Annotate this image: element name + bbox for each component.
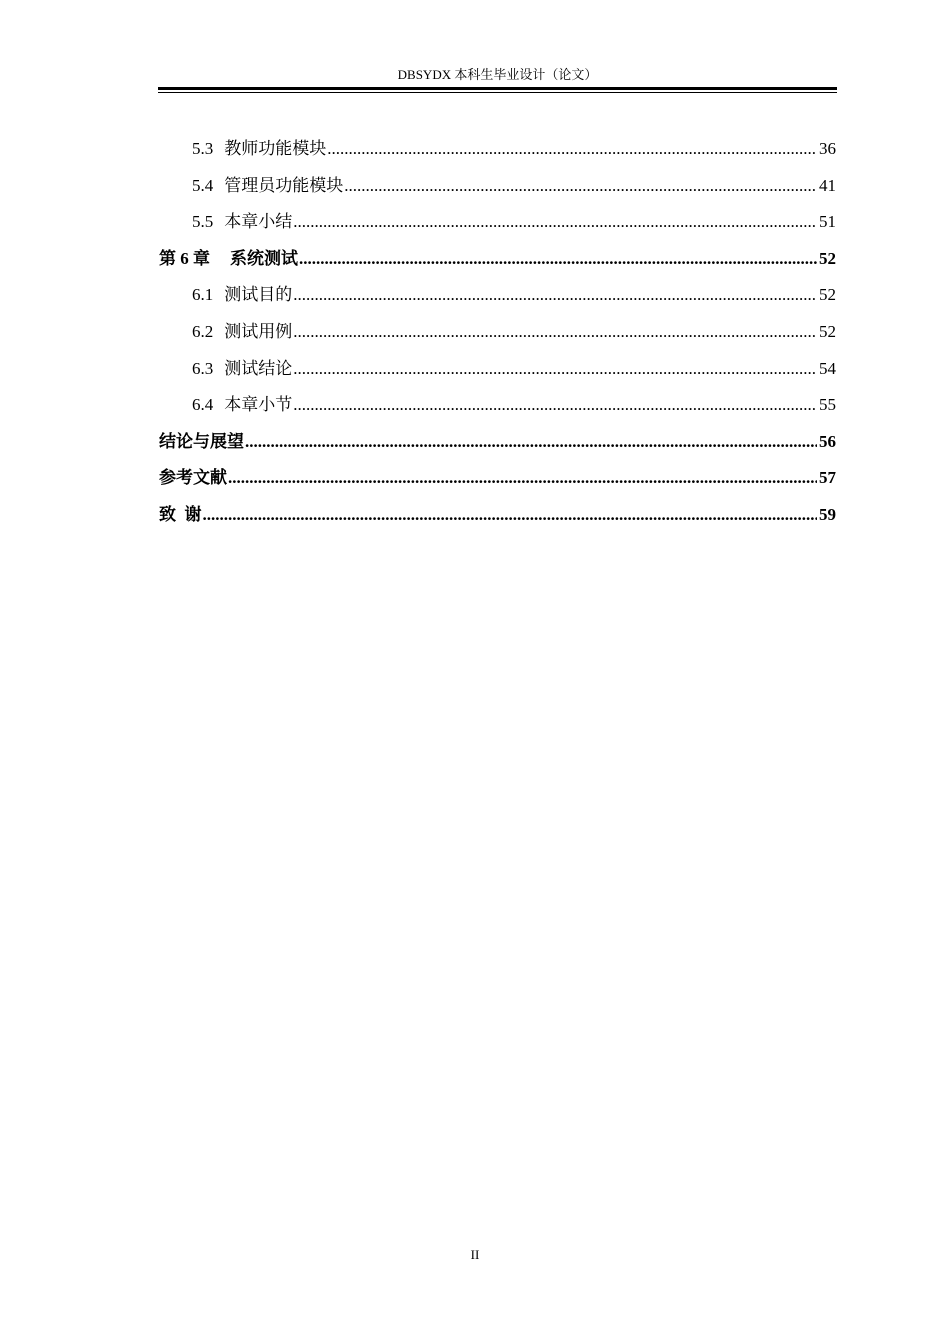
- toc-entry-5-5[interactable]: [159, 204, 836, 241]
- toc-entry-page: 52: [819, 248, 836, 268]
- page-header: DBSYDX 本科生毕业设计（论文）: [397, 67, 598, 82]
- toc-dot-leader: [293, 204, 817, 241]
- toc-entry-page: 56: [819, 431, 836, 451]
- toc-entry-6-1[interactable]: [159, 277, 836, 314]
- toc-dot-leader: [245, 424, 817, 461]
- toc-dot-leader: [293, 314, 817, 351]
- toc-entry-title: 本章小结: [224, 212, 293, 232]
- toc-entry-page: 57: [819, 468, 836, 488]
- toc-entry-title: 测试结论: [224, 358, 293, 378]
- toc-entry-6-4[interactable]: [159, 387, 836, 424]
- toc-entry-title: 参考文献: [159, 468, 227, 488]
- toc-entry-6-3[interactable]: [159, 351, 836, 388]
- toc-entry-conclusion[interactable]: [159, 424, 836, 461]
- toc-entry-page: 41: [819, 175, 836, 195]
- toc-dot-leader: [327, 131, 817, 168]
- toc-dot-leader: [203, 497, 818, 534]
- toc-entry-number: 6.3: [192, 358, 214, 378]
- toc-entry-title: 管理员功能模块: [224, 175, 344, 195]
- toc-entry-title: 本章小节: [224, 395, 293, 415]
- toc-entry-references[interactable]: [159, 460, 836, 497]
- header-rule-thick: [158, 87, 837, 90]
- page-number: II: [470, 1247, 480, 1262]
- table-of-contents: [159, 131, 836, 534]
- toc-entry-number: 5.4: [192, 175, 214, 195]
- toc-entry-number: 6.1: [192, 285, 214, 305]
- toc-dot-leader: [344, 168, 817, 205]
- toc-entry-page: 55: [819, 395, 836, 415]
- toc-entry-5-3[interactable]: [159, 131, 836, 168]
- toc-entry-5-4[interactable]: [159, 168, 836, 205]
- toc-entry-number: 5.3: [192, 139, 214, 158]
- toc-dot-leader: [299, 241, 817, 278]
- toc-entry-title: 测试用例: [224, 321, 293, 341]
- toc-entry-page: 36: [819, 139, 836, 158]
- toc-entry-page: 51: [819, 212, 836, 232]
- toc-entry-chapter-6[interactable]: [159, 241, 836, 278]
- toc-dot-leader: [293, 277, 817, 314]
- toc-entry-acknowledgements[interactable]: [159, 497, 836, 534]
- toc-entry-page: 59: [819, 504, 836, 524]
- toc-entry-number: 6.4: [192, 395, 214, 415]
- toc-entry-page: 52: [819, 321, 836, 341]
- toc-dot-leader: [228, 460, 817, 497]
- toc-entry-page: 52: [819, 285, 836, 305]
- toc-entry-number: 第 6 章: [159, 248, 210, 268]
- toc-entry-number: 6.2: [192, 321, 214, 341]
- toc-entry-title: 测试目的: [224, 285, 293, 305]
- toc-entry-page: 54: [819, 358, 836, 378]
- toc-entry-title: 结论与展望: [159, 431, 244, 451]
- header-rule-thin: [158, 92, 837, 93]
- toc-entry-title: 教师功能模块: [224, 139, 327, 158]
- toc-entry-title: 系统测试: [230, 248, 298, 268]
- toc-entry-6-2[interactable]: [159, 314, 836, 351]
- toc-entry-title: 致 谢: [159, 504, 202, 524]
- toc-entry-number: 5.5: [192, 212, 214, 232]
- toc-dot-leader: [293, 351, 817, 388]
- toc-dot-leader: [293, 387, 817, 424]
